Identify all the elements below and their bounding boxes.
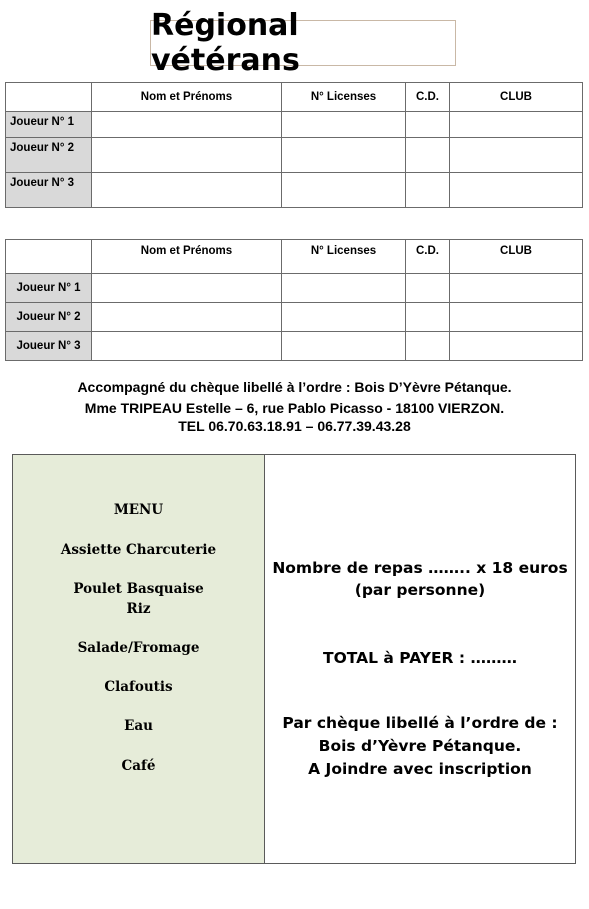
nom-field[interactable] (92, 138, 282, 173)
header-licenses: N° Licenses (282, 83, 406, 112)
cd-field[interactable] (406, 112, 450, 138)
club-field[interactable] (450, 173, 583, 208)
nom-field[interactable] (92, 112, 282, 138)
player-label: Joueur N° 1 (6, 274, 92, 303)
club-field[interactable] (450, 332, 583, 361)
per-person-note: (par personne) (354, 581, 486, 599)
header-empty-cell (6, 240, 92, 274)
player-label: Joueur N° 2 (6, 303, 92, 332)
nom-field[interactable] (92, 332, 282, 361)
menu-item: Poulet Basquaise (73, 581, 204, 597)
header-row (6, 83, 583, 112)
cd-field[interactable] (406, 303, 450, 332)
menu-item: Clafoutis (104, 679, 173, 695)
header-club: CLUB (450, 83, 583, 112)
order-panel (265, 455, 575, 863)
license-field[interactable] (282, 112, 406, 138)
meal-count-line: Nombre de repas …….. x 18 euros (272, 559, 568, 577)
payment-line: Par chèque libellé à l’ordre de : (282, 714, 558, 732)
menu-item: Salade/Fromage (77, 640, 200, 656)
player-label: Joueur N° 3 (6, 332, 92, 361)
table-row (6, 303, 583, 332)
registration-table-1 (5, 82, 583, 208)
phone-line: TEL 06.70.63.18.91 – 06.77.39.43.28 (178, 418, 411, 434)
license-field[interactable] (282, 332, 406, 361)
cheque-order-line: Accompagné du chèque libellé à l’ordre : Bois D’Yèvre Pétanque. (77, 379, 512, 395)
club-field[interactable] (450, 274, 583, 303)
menu-item: Riz (126, 601, 151, 617)
attach-note: A Joindre avec inscription (308, 760, 532, 778)
table-row (6, 112, 583, 138)
menu-item: Assiette Charcuterie (60, 542, 217, 558)
menu-title: MENU (113, 502, 164, 518)
license-field[interactable] (282, 138, 406, 173)
menu-panel (13, 455, 265, 863)
menu-item: Café (121, 758, 156, 774)
cd-field[interactable] (406, 138, 450, 173)
header-licenses: N° Licenses (282, 240, 406, 274)
nom-field[interactable] (92, 274, 282, 303)
address-line: Mme TRIPEAU Estelle – 6, rue Pablo Picasso - 18100 VIERZON. (84, 400, 505, 416)
total-line: TOTAL à PAYER : ……… (323, 649, 517, 667)
club-field[interactable] (450, 303, 583, 332)
club-field[interactable] (450, 112, 583, 138)
player-label: Joueur N° 1 (6, 112, 92, 138)
table-row (6, 138, 583, 173)
header-nom: Nom et Prénoms (92, 240, 282, 274)
header-nom: Nom et Prénoms (92, 83, 282, 112)
license-field[interactable] (282, 173, 406, 208)
player-label: Joueur N° 3 (6, 173, 92, 208)
header-row (6, 240, 583, 274)
club-field[interactable] (450, 138, 583, 173)
header-cd: C.D. (406, 240, 450, 274)
cd-field[interactable] (406, 274, 450, 303)
header-cd: C.D. (406, 83, 450, 112)
cd-field[interactable] (406, 332, 450, 361)
table-row (6, 332, 583, 361)
menu-item: Eau (124, 718, 153, 734)
table-row (6, 274, 583, 303)
license-field[interactable] (282, 303, 406, 332)
table-row (6, 173, 583, 208)
player-label: Joueur N° 2 (6, 138, 92, 173)
nom-field[interactable] (92, 303, 282, 332)
payee-line: Bois d’Yèvre Pétanque. (318, 737, 522, 755)
cd-field[interactable] (406, 173, 450, 208)
nom-field[interactable] (92, 173, 282, 208)
registration-table-2 (5, 239, 583, 361)
header-empty-cell (6, 83, 92, 112)
page-title: Régional vétérans (150, 20, 456, 66)
header-club: CLUB (450, 240, 583, 274)
license-field[interactable] (282, 274, 406, 303)
meal-box (12, 454, 576, 864)
